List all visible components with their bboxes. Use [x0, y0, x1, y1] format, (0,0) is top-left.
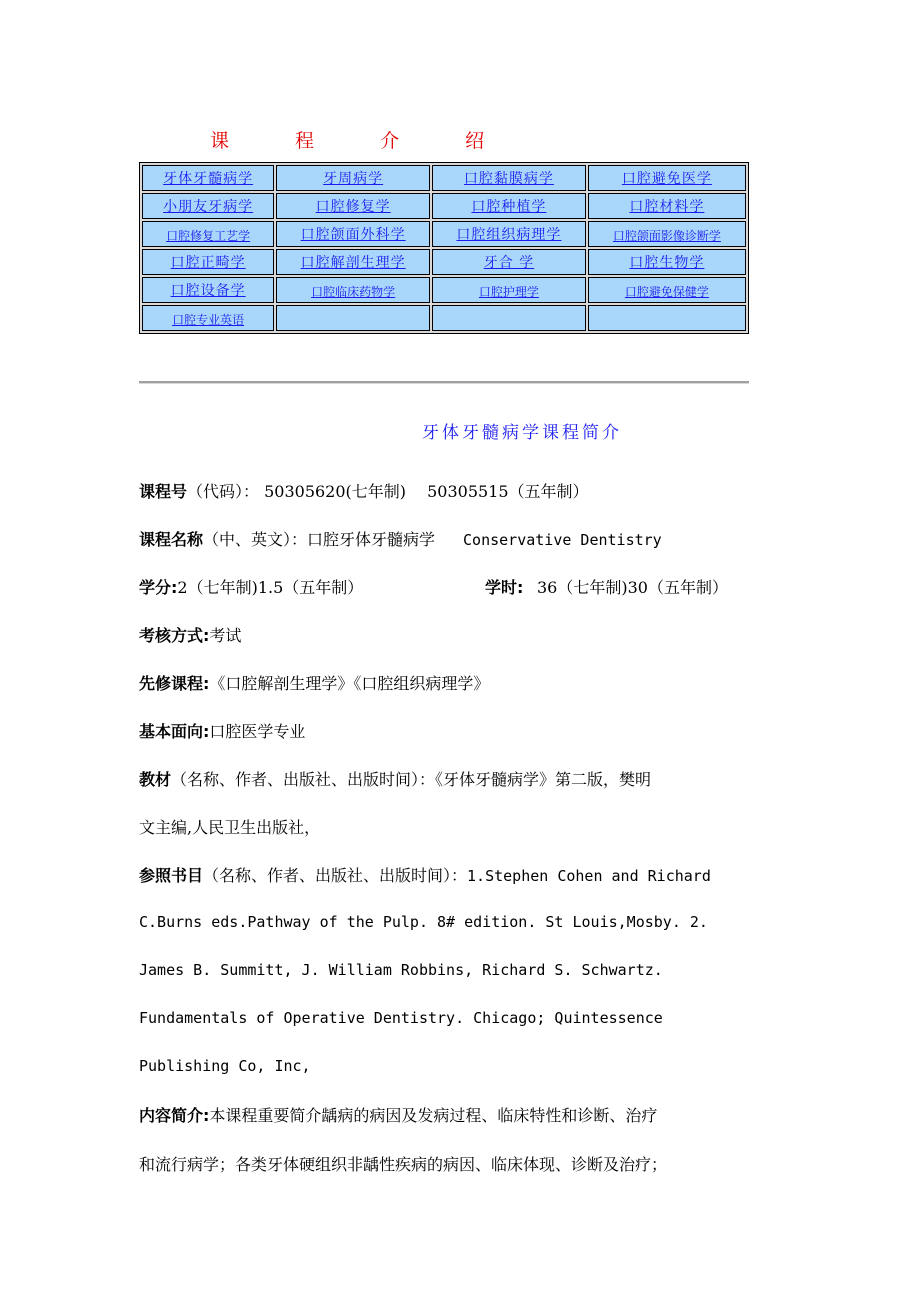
course-cell — [588, 165, 746, 191]
course-link[interactable]: 口腔临床药物学 — [311, 284, 396, 299]
field-label: 先修课程: — [139, 674, 210, 693]
table-row — [142, 249, 746, 275]
reference-line — [139, 863, 751, 886]
table-row — [142, 193, 746, 219]
course-cell — [432, 221, 586, 247]
course-link[interactable]: 口腔正畸学 — [170, 255, 246, 271]
course-link[interactable]: 口腔颌面影像诊断学 — [612, 228, 721, 243]
field-value-en: Conservative Dentistry — [463, 531, 662, 549]
course-link[interactable]: 口腔种植学 — [471, 199, 547, 215]
empty-cell — [432, 305, 586, 331]
course-cell — [276, 165, 430, 191]
field-value: （中、英文）：口腔牙体牙髓病学 — [203, 530, 436, 549]
course-number-line — [139, 479, 751, 502]
course-cell — [142, 221, 274, 247]
course-name-line — [139, 527, 751, 550]
course-cell — [588, 221, 746, 247]
course-link[interactable]: 牙合 学 — [483, 255, 535, 271]
course-cell — [588, 277, 746, 303]
course-link[interactable]: 口腔设备学 — [170, 283, 246, 299]
course-cell — [276, 193, 430, 219]
content-line-2: 和流行病学；各类牙体硬组织非龋性疾病的病因、临床体现、诊断及治疗； — [139, 1155, 668, 1174]
field-label: 基本面向: — [139, 722, 210, 741]
textbook-line-2: 文主编,人民卫生出版社， — [139, 818, 321, 837]
course-cell — [432, 193, 586, 219]
empty-cell — [276, 305, 430, 331]
table-row — [142, 221, 746, 247]
reference-line-5: Publishing Co, Inc, — [139, 1057, 311, 1075]
course-cell — [276, 249, 430, 275]
field-label: 学时: — [485, 578, 524, 597]
course-link[interactable]: 口腔解剖生理学 — [300, 255, 406, 271]
course-link[interactable]: 小朋友牙病学 — [163, 199, 254, 215]
course-link[interactable]: 口腔生物学 — [629, 255, 705, 271]
field-value: 《口腔解剖生理学》《口腔组织病理学》 — [209, 674, 490, 693]
course-cell — [432, 277, 586, 303]
credit-line — [139, 575, 751, 598]
course-link[interactable]: 口腔材料学 — [629, 199, 705, 215]
course-cell — [588, 249, 746, 275]
course-link[interactable]: 牙体牙髓病学 — [163, 171, 254, 187]
course-cell — [588, 193, 746, 219]
textbook-line — [139, 767, 751, 790]
field-value: 36（七年制)30（五年制） — [537, 578, 728, 597]
course-link[interactable]: 口腔专业英语 — [172, 312, 245, 327]
table-row — [142, 277, 746, 303]
course-link[interactable]: 口腔避免医学 — [621, 171, 712, 187]
field-value: 口腔医学专业 — [209, 722, 306, 741]
field-label: 课程名称 — [139, 530, 204, 549]
section-title: 牙体牙髓病学课程简介 — [422, 423, 622, 443]
table-row — [142, 165, 746, 191]
target-line — [139, 719, 751, 742]
field-label: 内容简介: — [139, 1106, 210, 1125]
prerequisite-line — [139, 671, 751, 694]
course-cell — [276, 277, 430, 303]
course-cell — [432, 249, 586, 275]
reference-line-2: C.Burns eds.Pathway of the Pulp. 8# edition. St Louis,Mosby. 2. — [139, 913, 708, 931]
course-link[interactable]: 口腔修复学 — [315, 199, 391, 215]
course-link[interactable]: 口腔组织病理学 — [456, 227, 562, 243]
course-link[interactable]: 口腔修复工艺学 — [166, 228, 251, 243]
field-label: 课程号 — [139, 482, 188, 501]
course-cell — [276, 221, 430, 247]
course-cell — [142, 249, 274, 275]
course-cell — [142, 193, 274, 219]
table-row — [142, 305, 746, 331]
course-cell — [142, 305, 274, 331]
course-link[interactable]: 牙周病学 — [323, 171, 384, 187]
field-value: （名称、作者、出版社、出版时间）：《牙体牙髓病学》第二版，樊明 — [171, 770, 652, 789]
course-cell — [432, 165, 586, 191]
field-label: 参照书目 — [139, 866, 204, 885]
field-value: （代码）： 50305620(七年制) 50305515（五年制） — [187, 482, 589, 501]
page-title: 课 程 介 绍 — [210, 130, 515, 152]
field-value: 2（七年制)1.5（五年制） — [177, 578, 364, 597]
course-cell — [142, 165, 274, 191]
field-value-en: 1.Stephen Cohen and Richard — [467, 867, 711, 885]
course-link[interactable]: 口腔黏膜病学 — [463, 171, 554, 187]
reference-line-4: Fundamentals of Operative Dentistry. Chicago; Quintessence — [139, 1009, 663, 1027]
field-label: 考核方式: — [139, 626, 210, 645]
field-label: 学分: — [139, 578, 178, 597]
field-value: （名称、作者、出版社、出版时间）： — [203, 866, 468, 885]
empty-cell — [588, 305, 746, 331]
field-label: 教材 — [139, 770, 172, 789]
course-link[interactable]: 口腔护理学 — [478, 284, 539, 299]
course-link[interactable]: 口腔颌面外科学 — [300, 227, 406, 243]
field-value: 本课程重要简介龋病的病因及发病过程、临床特性和诊断、治疗 — [209, 1106, 658, 1125]
content-line — [139, 1103, 751, 1126]
field-value: 考试 — [209, 626, 242, 645]
course-link[interactable]: 口腔避免保健学 — [624, 284, 709, 299]
course-table — [139, 162, 749, 334]
exam-line — [139, 623, 751, 646]
horizontal-divider — [139, 381, 749, 384]
reference-line-3: James B. Summitt, J. William Robbins, Richard S. Schwartz. — [139, 961, 663, 979]
course-cell — [142, 277, 274, 303]
